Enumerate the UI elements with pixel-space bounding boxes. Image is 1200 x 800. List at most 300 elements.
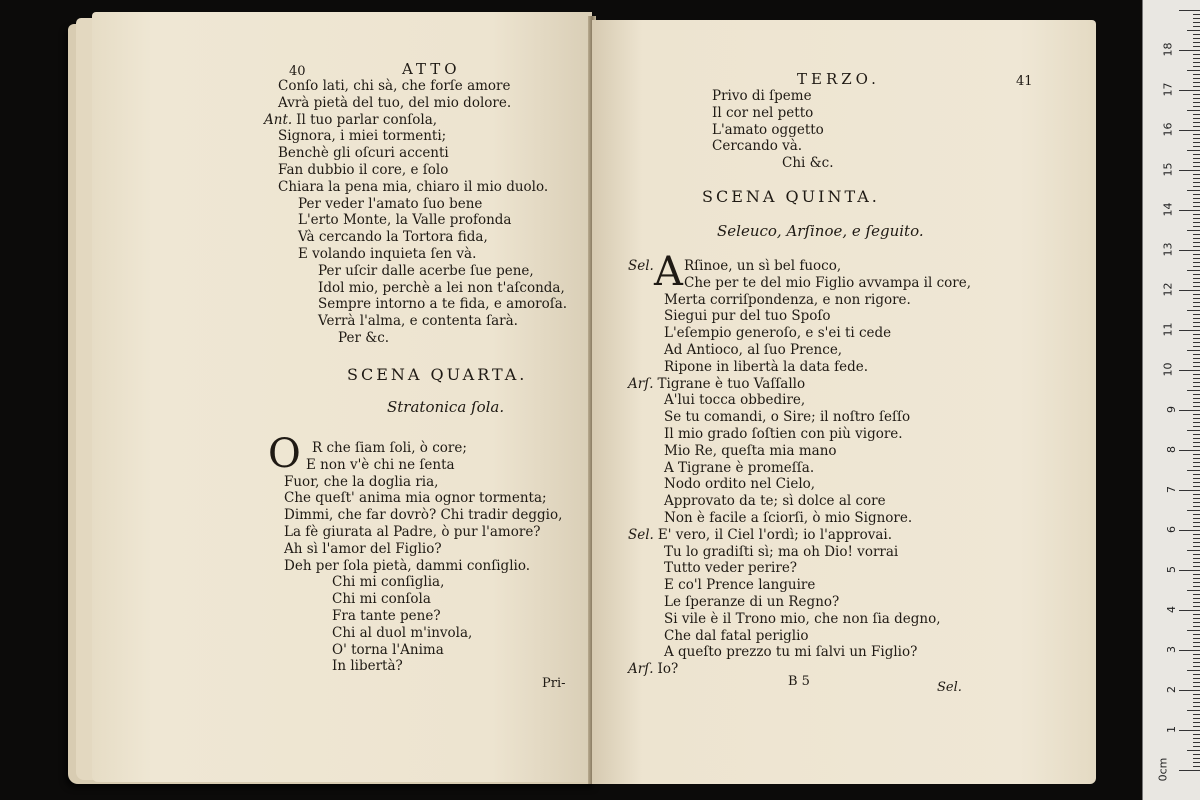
verse-line — [284, 642, 562, 659]
ruler-tick — [1187, 670, 1200, 671]
ruler-tick — [1193, 98, 1200, 99]
ruler-tick — [1193, 14, 1200, 15]
ruler-number: 7 — [1165, 486, 1178, 493]
ruler-tick — [1187, 310, 1200, 311]
ruler-tick — [1193, 394, 1200, 395]
verse-text: E co'l Prence languire — [664, 577, 816, 594]
verse-text: L'eſempio generoſo, e s'ei ti cede — [664, 325, 892, 342]
ruler-tick — [1193, 42, 1200, 43]
ruler-tick — [1193, 674, 1200, 675]
ruler-tick — [1187, 750, 1200, 751]
ruler-number: 8 — [1165, 446, 1178, 453]
ruler-tick — [1193, 414, 1200, 415]
ruler-number: 14 — [1161, 202, 1175, 217]
verse-line — [284, 457, 562, 474]
ruler-tick — [1193, 254, 1200, 255]
ruler-number: 1 — [1165, 726, 1178, 733]
ruler-tick — [1193, 94, 1200, 95]
verse-text: Nodo ordito nel Cielo, — [664, 476, 816, 493]
ruler-number: 12 — [1161, 282, 1175, 297]
verse-text: Il cor nel petto — [712, 104, 814, 121]
ruler-tick — [1193, 686, 1200, 687]
verse-line — [278, 296, 567, 313]
ruler-number: 10 — [1161, 362, 1175, 377]
verse-text: Approvato da te; sì dolce al core — [664, 493, 886, 510]
ruler-tick — [1187, 110, 1200, 111]
ruler-tick — [1193, 266, 1200, 267]
verse-text: La fè giurata al Padre, ò pur l'amore? — [284, 523, 541, 540]
ruler-tick — [1193, 34, 1200, 35]
ruler-tick — [1193, 662, 1200, 663]
ruler-tick — [1193, 646, 1200, 647]
verse-line — [628, 594, 971, 611]
ruler-number: 15 — [1161, 162, 1175, 177]
ruler-tick — [1193, 598, 1200, 599]
ruler-tick — [1193, 754, 1200, 755]
ruler-tick — [1193, 714, 1200, 715]
verse-block — [264, 78, 568, 347]
verse-line — [278, 95, 567, 112]
ruler-tick — [1193, 522, 1200, 523]
ruler-tick — [1193, 242, 1200, 243]
page-number: 41 — [1016, 74, 1033, 89]
ruler-tick — [1193, 218, 1200, 219]
ruler-tick — [1193, 442, 1200, 443]
speaker-label: Arſ. — [628, 661, 654, 678]
verse-line — [628, 628, 971, 645]
verse-text: Chi al duol m'invola, — [332, 624, 473, 641]
ruler-tick — [1193, 346, 1200, 347]
verse-line — [628, 443, 971, 460]
ruler-tick — [1193, 462, 1200, 463]
ruler-tick — [1193, 766, 1200, 767]
left-page — [92, 12, 592, 782]
verse-line — [628, 342, 971, 359]
verse-line — [284, 574, 562, 591]
ruler-tick — [1193, 198, 1200, 199]
verse-line — [628, 560, 971, 577]
ruler-tick — [1193, 226, 1200, 227]
verse-text: Deh per ſola pietà, dammi conſiglio. — [284, 557, 531, 574]
ruler-tick — [1193, 182, 1200, 183]
ruler-number: 6 — [1165, 526, 1178, 533]
verse-text: Se tu comandi, o Sire; il noſtro ſeſſo — [664, 409, 911, 426]
verse-text: Cercando và. — [712, 138, 803, 155]
ruler-tick — [1193, 418, 1200, 419]
ruler-tick — [1193, 106, 1200, 107]
verse-line — [278, 78, 567, 95]
verse-line — [628, 527, 971, 544]
ruler-tick — [1187, 710, 1200, 711]
ruler-tick — [1193, 26, 1200, 27]
ruler-tick — [1193, 118, 1200, 119]
measurement-ruler — [1142, 0, 1200, 800]
verse-line — [628, 292, 971, 309]
ruler-tick — [1187, 150, 1200, 151]
verse-line — [278, 128, 567, 145]
verse-text: Per &c. — [338, 329, 390, 346]
verse-text: Tigrane è tuo Vaſſallo — [657, 375, 806, 392]
verse-text: Le ſperanze di un Regno? — [664, 593, 840, 610]
ruler-tick — [1193, 314, 1200, 315]
ruler-tick — [1193, 78, 1200, 79]
verse-line — [278, 229, 567, 246]
running-head: TERZO. — [797, 70, 880, 88]
speaker-label: Sel. — [628, 526, 654, 543]
ruler-tick — [1193, 58, 1200, 59]
verse-text: L'erto Monte, la Valle profonda — [298, 212, 512, 229]
ruler-tick — [1187, 350, 1200, 351]
verse-text: O' torna l'Anima — [332, 641, 444, 658]
verse-text: Che dal fatal periglio — [664, 627, 809, 644]
ruler-tick — [1179, 450, 1200, 451]
ruler-tick — [1193, 474, 1200, 475]
ruler-tick — [1193, 658, 1200, 659]
ruler-tick — [1193, 482, 1200, 483]
verse-line — [278, 162, 567, 179]
scene-characters: Seleuco, Arſinoe, e ſeguito. — [717, 222, 924, 240]
scene-title: SCENA QUINTA. — [702, 187, 880, 206]
running-head: ATTO — [402, 60, 461, 78]
verse-text: E volando inquieta ſen và. — [298, 245, 477, 262]
ruler-tick — [1193, 22, 1200, 23]
ruler-tick — [1187, 230, 1200, 231]
ruler-tick — [1193, 454, 1200, 455]
ruler-tick — [1193, 282, 1200, 283]
verse-text: Fuor, che la doglia ria, — [284, 473, 439, 490]
ruler-tick — [1193, 534, 1200, 535]
ruler-tick — [1193, 566, 1200, 567]
ruler-tick — [1193, 54, 1200, 55]
ruler-tick — [1193, 698, 1200, 699]
ruler-tick — [1193, 434, 1200, 435]
verse-block — [284, 440, 562, 675]
verse-line — [628, 376, 971, 393]
ruler-tick — [1187, 30, 1200, 31]
ruler-tick — [1179, 50, 1200, 51]
verse-line — [712, 122, 834, 139]
verse-text: R che ſiam ſoli, ò core; — [312, 440, 467, 456]
ruler-number: 9 — [1165, 406, 1178, 413]
ruler-tick — [1193, 74, 1200, 75]
ruler-tick — [1193, 466, 1200, 467]
verse-line — [284, 474, 562, 491]
ruler-tick — [1193, 458, 1200, 459]
verse-line — [278, 263, 567, 280]
speaker-label: Arſ. — [628, 375, 654, 392]
verse-text: Merta corriſpondenza, e non rigore. — [664, 291, 911, 308]
verse-line — [628, 644, 971, 661]
verse-line — [278, 313, 567, 330]
ruler-tick — [1193, 334, 1200, 335]
ruler-tick — [1187, 510, 1200, 511]
ruler-tick — [1193, 366, 1200, 367]
ruler-tick — [1193, 114, 1200, 115]
ruler-tick — [1193, 446, 1200, 447]
ruler-tick — [1193, 634, 1200, 635]
verse-line — [712, 105, 834, 122]
ruler-tick — [1193, 422, 1200, 423]
ruler-tick — [1193, 238, 1200, 239]
ruler-tick — [1193, 438, 1200, 439]
ruler-tick — [1193, 134, 1200, 135]
scene-title: SCENA QUARTA. — [347, 365, 528, 384]
ruler-tick — [1193, 158, 1200, 159]
ruler-tick — [1193, 294, 1200, 295]
ruler-tick — [1193, 166, 1200, 167]
ruler-tick — [1179, 530, 1200, 531]
ruler-tick — [1193, 46, 1200, 47]
ruler-tick — [1193, 358, 1200, 359]
verse-line — [628, 544, 971, 561]
verse-text: Signora, i miei tormenti; — [278, 128, 447, 145]
ruler-tick — [1193, 626, 1200, 627]
verse-text: Tutto veder perire? — [664, 560, 798, 577]
ruler-tick — [1179, 770, 1200, 771]
ruler-tick — [1193, 574, 1200, 575]
speaker-label: Sel. — [628, 258, 654, 274]
ruler-tick — [1193, 354, 1200, 355]
ruler-tick — [1193, 602, 1200, 603]
ruler-tick — [1193, 206, 1200, 207]
verse-text: E' vero, il Ciel l'ordì; io l'approvai. — [657, 526, 893, 543]
verse-text: Privo di ſpeme — [712, 88, 812, 104]
ruler-tick — [1193, 718, 1200, 719]
verse-line — [628, 426, 971, 443]
ruler-tick — [1193, 154, 1200, 155]
ruler-tick — [1179, 610, 1200, 611]
ruler-tick — [1193, 262, 1200, 263]
verse-text: Sempre intorno a te fida, e amoroſa. — [318, 296, 568, 313]
verse-line — [278, 145, 567, 162]
verse-text: Verrà l'alma, e contenta ſarà. — [318, 313, 518, 330]
ruler-tick — [1179, 10, 1200, 11]
verse-text: A Tigrane è promeſſa. — [664, 459, 815, 476]
verse-text: Per veder l'amato ſuo bene — [298, 195, 483, 212]
ruler-tick — [1193, 146, 1200, 147]
verse-line — [628, 577, 971, 594]
verse-text: Il tuo parlar conſola, — [296, 111, 438, 128]
verse-line — [628, 392, 971, 409]
ruler-tick — [1193, 706, 1200, 707]
ruler-tick — [1193, 678, 1200, 679]
ruler-tick — [1193, 694, 1200, 695]
verse-line — [264, 112, 567, 129]
drop-cap: O — [268, 431, 301, 477]
ruler-tick — [1193, 562, 1200, 563]
ruler-tick — [1193, 362, 1200, 363]
verse-line — [284, 507, 562, 524]
ruler-tick — [1193, 374, 1200, 375]
ruler-tick — [1193, 702, 1200, 703]
ruler-tick — [1193, 18, 1200, 19]
ruler-number: 16 — [1161, 122, 1175, 137]
ruler-number: 17 — [1161, 82, 1175, 97]
verse-line — [278, 179, 567, 196]
verse-text: Và cercando la Tortora fida, — [298, 229, 488, 246]
open-book — [62, 12, 1102, 787]
verse-text: Ad Antioco, al ſuo Prence, — [664, 341, 843, 358]
ruler-tick — [1179, 290, 1200, 291]
verse-text: Che queſt' anima mia ognor tormenta; — [284, 490, 547, 507]
ruler-tick — [1179, 90, 1200, 91]
verse-text: Ah sì l'amor del Figlio? — [284, 540, 442, 557]
ruler-tick — [1179, 370, 1200, 371]
ruler-tick — [1193, 126, 1200, 127]
verse-line — [628, 275, 971, 292]
verse-text: Per uſcir dalle acerbe ſue pene, — [318, 262, 534, 279]
ruler-tick — [1179, 250, 1200, 251]
ruler-tick — [1193, 406, 1200, 407]
verse-text: Chi &c. — [782, 155, 834, 172]
verse-block — [712, 88, 834, 172]
verse-line — [278, 212, 567, 229]
ruler-tick — [1187, 630, 1200, 631]
verse-line — [278, 330, 567, 347]
ruler-tick — [1193, 722, 1200, 723]
verse-text: A queſto prezzo tu mi ſalvi un Figlio? — [664, 644, 918, 661]
ruler-tick — [1193, 82, 1200, 83]
ruler-number: 3 — [1165, 646, 1178, 653]
scene-characters: Stratonica ſola. — [387, 398, 505, 416]
ruler-tick — [1193, 746, 1200, 747]
verse-text: Chi mi conſola — [332, 591, 431, 608]
ruler-tick — [1193, 742, 1200, 743]
ruler-tick — [1193, 326, 1200, 327]
verse-block — [628, 258, 971, 678]
ruler-tick — [1193, 342, 1200, 343]
ruler-tick — [1193, 586, 1200, 587]
ruler-tick — [1193, 486, 1200, 487]
verse-text: Rſinoe, un sì bel fuoco, — [684, 258, 842, 274]
verse-text: Siegui pur del tuo Spoſo — [664, 308, 831, 325]
ruler-tick — [1193, 66, 1200, 67]
ruler-tick — [1193, 402, 1200, 403]
verse-text: Conſo lati, chi sà, che forſe amore — [278, 78, 511, 94]
ruler-number: 0cm — [1156, 757, 1170, 782]
ruler-tick — [1193, 606, 1200, 607]
ruler-tick — [1193, 526, 1200, 527]
ruler-tick — [1179, 170, 1200, 171]
ruler-tick — [1193, 162, 1200, 163]
verse-text: Si vile è il Trono mio, che non ſia degno, — [664, 610, 941, 627]
ruler-number: 13 — [1161, 242, 1175, 257]
ruler-tick — [1193, 122, 1200, 123]
ruler-tick — [1193, 642, 1200, 643]
ruler-tick — [1193, 322, 1200, 323]
verse-text: Avrà pietà del tuo, del mio dolore. — [278, 94, 512, 111]
ruler-tick — [1187, 430, 1200, 431]
ruler-tick — [1193, 306, 1200, 307]
verse-text: Chiara la pena mia, chiaro il mio duolo. — [278, 178, 549, 195]
ruler-tick — [1193, 518, 1200, 519]
verse-text: Ripone in libertà la data fede. — [664, 358, 869, 375]
ruler-number: 2 — [1165, 686, 1178, 693]
ruler-number: 18 — [1161, 42, 1175, 57]
ruler-tick — [1193, 758, 1200, 759]
ruler-tick — [1193, 494, 1200, 495]
ruler-tick — [1179, 570, 1200, 571]
verse-line — [628, 510, 971, 527]
page-number: 40 — [289, 64, 306, 79]
ruler-tick — [1193, 338, 1200, 339]
verse-text: A'lui tocca obbedire, — [664, 392, 806, 409]
ruler-tick — [1193, 274, 1200, 275]
verse-line — [628, 258, 971, 275]
ruler-tick — [1193, 654, 1200, 655]
verse-text: Fra tante pene? — [332, 607, 441, 624]
ruler-tick — [1193, 498, 1200, 499]
ruler-tick — [1193, 666, 1200, 667]
ruler-tick — [1193, 426, 1200, 427]
ruler-tick — [1193, 554, 1200, 555]
verse-text: Che per te del mio Figlio avvampa il core, — [684, 274, 972, 291]
ruler-tick — [1193, 558, 1200, 559]
ruler-number: 4 — [1165, 606, 1178, 613]
verse-line — [284, 558, 562, 575]
ruler-tick — [1193, 734, 1200, 735]
ruler-tick — [1193, 286, 1200, 287]
verse-line — [628, 476, 971, 493]
ruler-tick — [1179, 730, 1200, 731]
ruler-tick — [1193, 542, 1200, 543]
verse-line — [712, 88, 834, 105]
ruler-tick — [1193, 546, 1200, 547]
verse-line — [628, 325, 971, 342]
ruler-number: 5 — [1165, 566, 1178, 573]
speaker-label: Ant. — [264, 111, 293, 128]
ruler-tick — [1193, 382, 1200, 383]
ruler-tick — [1193, 258, 1200, 259]
ruler-tick — [1179, 650, 1200, 651]
ruler-tick — [1187, 270, 1200, 271]
ruler-tick — [1193, 138, 1200, 139]
ruler-tick — [1193, 38, 1200, 39]
ruler-tick — [1193, 622, 1200, 623]
verse-text: Io? — [657, 661, 679, 678]
verse-line — [284, 625, 562, 642]
verse-line — [284, 490, 562, 507]
ruler-tick — [1193, 222, 1200, 223]
ruler-tick — [1193, 278, 1200, 279]
signature-mark: B 5 — [788, 674, 810, 689]
ruler-tick — [1193, 738, 1200, 739]
ruler-tick — [1193, 302, 1200, 303]
verse-line — [712, 155, 834, 172]
ruler-tick — [1193, 682, 1200, 683]
drop-cap: A — [654, 249, 683, 295]
catchword: Pri- — [542, 676, 566, 691]
verse-line — [628, 493, 971, 510]
verse-text: L'amato oggetto — [712, 121, 824, 138]
ruler-tick — [1179, 130, 1200, 131]
verse-line — [284, 591, 562, 608]
verse-text: Tu lo gradiſti sì; ma oh Dio! vorrai — [664, 543, 899, 560]
verse-line — [284, 658, 562, 675]
ruler-tick — [1193, 502, 1200, 503]
ruler-tick — [1179, 410, 1200, 411]
ruler-tick — [1193, 614, 1200, 615]
ruler-tick — [1193, 142, 1200, 143]
verse-line — [278, 196, 567, 213]
verse-line — [284, 608, 562, 625]
ruler-tick — [1193, 386, 1200, 387]
verse-line — [628, 460, 971, 477]
ruler-tick — [1193, 318, 1200, 319]
ruler-tick — [1193, 178, 1200, 179]
ruler-tick — [1193, 174, 1200, 175]
ruler-tick — [1193, 86, 1200, 87]
